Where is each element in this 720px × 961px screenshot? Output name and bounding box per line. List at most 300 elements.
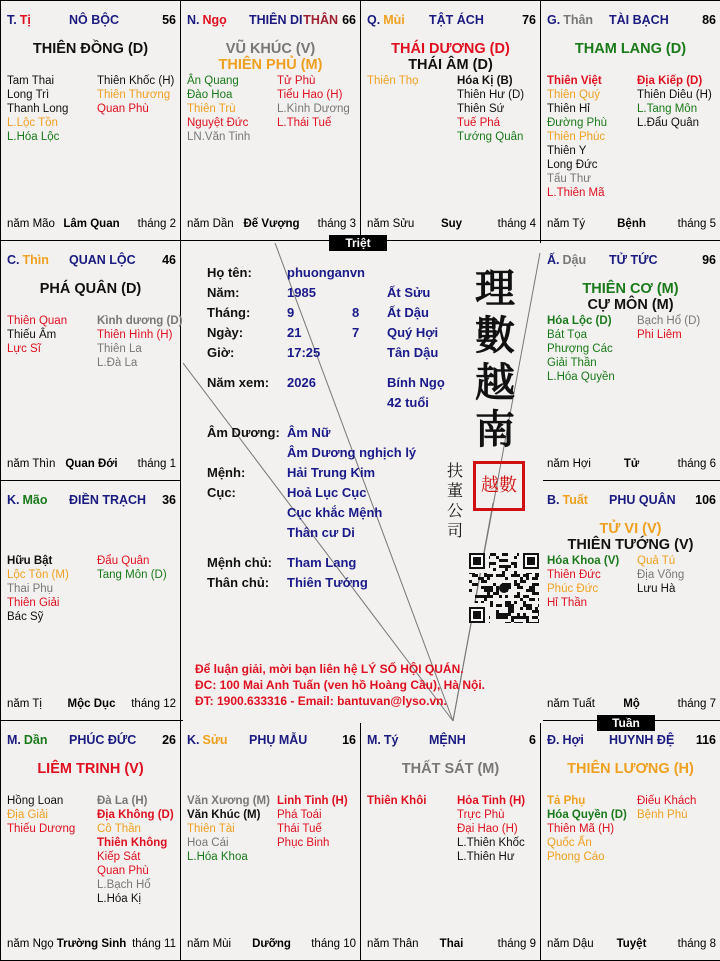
minor-star: Hồng Loan [7,795,64,807]
palace-age: 116 [695,733,716,747]
star-column-right [637,314,717,342]
palace-age: 56 [162,13,176,27]
cuc-label: Cục: [207,485,236,500]
palace-chi: Tý [383,733,399,747]
palace-age: 106 [695,493,716,507]
age-value: 42 tuổi [387,395,429,410]
palace-tài-bạch[interactable] [540,0,720,241]
star-column-right [97,314,183,370]
year-label: Năm: [207,285,240,300]
year-value: 1985 [287,285,316,300]
main-stars [1,761,180,777]
star-column-left [187,74,273,144]
palace-can-chi [547,253,586,267]
minor-stars [367,74,537,224]
star-column-left [547,74,633,200]
star-column-left [547,554,633,610]
palace-quan-lộc[interactable] [0,240,181,481]
palace-can: Ấ. [547,253,560,267]
minor-star: Thiên Việt [547,75,602,87]
lunar-month: 8 [352,305,360,320]
palace-footer [547,458,716,472]
palace-can: C. [7,253,20,267]
minor-star: Thiên Thương [97,89,171,101]
minor-star: Tử Phù [277,75,316,87]
palace-header [547,13,716,29]
minor-star: Địa Kiếp (D) [637,75,703,87]
minor-star: Văn Xương (M) [187,795,270,807]
minor-star: Nguyệt Đức [187,117,249,129]
palace-can: M. [367,733,381,747]
hour-canchi: Tân Dậu [387,345,439,360]
palace-phase: Dưỡng [252,938,291,950]
palace-tật-ách[interactable] [360,0,541,241]
minor-star: Bạch Hổ (D) [637,315,701,327]
contact-line-1: Để luận giải, mời bạn liên hệ LÝ SỐ HỘI QUÁN. [195,662,464,676]
minor-star: Thái Tuế [277,823,322,835]
cuc-value: Hoả Lục Cục [287,485,367,500]
minor-star: L.Hóa Khoa [187,851,248,863]
palace-name: ĐIỀN TRẠCH [69,493,147,507]
minor-stars [367,794,537,944]
star-column-right [97,74,177,116]
palace-phase: Bệnh [617,218,646,230]
minor-star: Tấu Thư [547,173,591,185]
main-star: THIÊN TƯỚNG (V) [567,537,694,553]
minor-stars [7,554,177,704]
minor-star: Kình dương (D) [97,315,183,327]
minor-stars [7,74,177,224]
palace-footer [547,938,716,952]
than-badge: THÂN [303,13,338,27]
minor-star: Thiên Khốc (H) [97,75,175,87]
star-column-right [97,794,177,906]
palace-phase: Tuyệt [616,938,647,950]
minor-star: Thiên Sứ [457,103,505,115]
palace-year: năm Ngọ [7,938,54,950]
minor-star: Kiếp Sát [97,851,141,863]
minor-star: Bệnh Phù [637,809,688,821]
minor-star: Phục Binh [277,837,330,849]
palace-name: HUYNH ĐỆ [609,733,675,747]
palace-name: MỆNH [429,733,466,747]
main-star: THIÊN LƯƠNG (H) [567,761,694,777]
palace-phúc-đức[interactable] [0,720,181,961]
month-label: Tháng: [207,305,251,320]
palace-age: 66 [342,13,356,27]
menh-value: Hải Trung Kim [287,465,376,480]
than-chu-label: Thân chủ: [207,575,270,590]
palace-year: năm Dần [187,218,234,230]
palace-phase: Thai [439,938,464,950]
red-seal: 越數 [473,461,525,511]
star-column-right [97,554,177,582]
star-column-right [277,794,357,850]
palace-header [7,13,176,29]
minor-star: Phi Liêm [637,329,682,341]
star-column-left [547,314,633,384]
month-value: 9 [287,305,295,320]
minor-star: L.Lộc Tồn [7,117,58,129]
star-column-left [367,794,453,808]
palace-year: năm Tuất [547,698,595,710]
palace-age: 86 [702,13,716,27]
palace-phu-quân[interactable] [540,480,720,721]
palace-age: 26 [162,733,176,747]
palace-can: K. [187,733,200,747]
palace-header [367,733,536,749]
palace-footer [7,458,176,472]
minor-star: L.Hóa Lộc [7,131,60,143]
minor-star: Long Trì [7,89,50,101]
minor-star: L.Thái Tuế [277,117,332,129]
palace-chi: Dậu [562,253,587,267]
minor-star: Lưu Hà [637,583,676,595]
palace-điền-trạch[interactable] [0,480,181,721]
palace-age: 76 [522,13,536,27]
palace-month: tháng 10 [311,938,356,950]
minor-star: Địa Giải [7,809,48,821]
minor-star: L.Kình Dương [277,103,350,115]
palace-year: năm Mùi [187,938,232,950]
minor-star: L.Thiên Khốc [457,837,525,849]
palace-can-chi [187,13,227,27]
palace-year: năm Sửu [367,218,415,230]
minor-star: Hỉ Thần [547,597,588,609]
minor-star: Thiên Khôi [367,795,427,807]
contact-phone-email[interactable]: ĐT: 1900.633316 - Email: bantuvan@lyso.vn. [195,694,447,708]
minor-stars [7,794,177,944]
minor-star: Văn Khúc (M) [187,809,261,821]
main-stars [541,521,720,553]
palace-phase: Lâm Quan [63,218,120,230]
palace-phase: Mộ [623,698,640,710]
minor-star: Giải Thần [547,357,597,369]
palace-chi: Mão [22,493,48,507]
palace-can-chi [367,13,405,27]
palace-age: 6 [529,733,536,747]
star-column-left [187,794,273,864]
palace-chi: Tuất [562,493,588,507]
palace-header [547,253,716,269]
minor-star: Bác Sỹ [7,611,44,623]
minor-star: Đại Hao (H) [457,823,518,835]
main-star: THẤT SÁT (M) [401,761,500,777]
main-star: TỬ VI (V) [599,521,662,537]
main-stars [541,281,720,313]
star-column-right [637,554,717,596]
palace-header [547,733,716,749]
minor-star: Thiên La [97,343,142,355]
palace-phase: Tử [623,458,640,470]
day-label: Ngày: [207,325,244,340]
palace-header [7,733,176,749]
minor-star: Điếu Khách [637,795,697,807]
minor-star: Tả Phụ [547,795,586,807]
main-stars [181,41,360,73]
minor-star: Đẩu Quân [97,555,150,567]
palace-mệnh[interactable] [360,720,541,961]
name-label: Họ tên: [207,265,252,280]
palace-month: tháng 1 [137,458,176,470]
palace-can-chi [547,733,584,747]
main-stars [361,761,540,777]
triet-marker: Triệt [329,235,387,251]
palace-can: N. [187,13,200,27]
minor-star: Hóa Kị (B) [457,75,513,87]
am-duong-label: Âm Dương: [207,425,280,440]
minor-star: Cô Thần [97,823,141,835]
minor-star: Bát Tọa [547,329,588,341]
minor-star: Thiên Y [547,145,587,157]
palace-can: G. [547,13,561,27]
palace-month: tháng 6 [677,458,716,470]
palace-can-chi [7,733,48,747]
palace-header [187,13,356,29]
palace-can: B. [547,493,560,507]
minor-stars [547,554,717,704]
minor-star: Phượng Các [547,343,613,355]
palace-phase: Đế Vượng [243,218,300,230]
main-stars [1,281,180,297]
palace-month: tháng 5 [677,218,716,230]
minor-star: Thiên Tài [187,823,235,835]
palace-name: PHU QUÂN [609,493,676,507]
minor-star: Địa Không (D) [97,809,174,821]
palace-year: năm Dậu [547,938,594,950]
main-star: VŨ KHÚC (V) [225,41,316,57]
hour-value: 17:25 [287,345,321,360]
palace-header [7,493,176,509]
minor-star: Tam Thai [7,75,55,87]
tuan-marker: Tuần [597,715,655,731]
cuc-note-2: Thân cư Di [287,525,355,540]
palace-footer [367,938,536,952]
minor-star: Đào Hoa [187,89,233,101]
minor-star: Thiếu Âm [7,329,57,341]
minor-star: Thiên Không [97,837,168,849]
view-year-label: Năm xem: [207,375,270,390]
palace-footer [547,218,716,232]
main-star: THIÊN PHỦ (M) [218,57,323,73]
palace-year: năm Tị [7,698,42,710]
main-star: THIÊN CƠ (M) [582,281,679,297]
month-canchi: Ất Dậu [387,305,429,320]
palace-month: tháng 11 [132,938,176,950]
palace-age: 46 [162,253,176,267]
palace-can-chi [547,493,588,507]
cuc-note-1: Cục khắc Mệnh [287,505,383,520]
palace-can-chi [7,493,48,507]
palace-chi: Hợi [562,733,584,747]
palace-can: Q. [367,13,381,27]
palace-year: năm Hợi [547,458,591,470]
palace-chi: Thân [563,13,594,27]
palace-header [547,493,716,509]
minor-star: Tang Môn (D) [97,569,167,581]
palace-header [367,13,536,29]
minor-star: Hoa Cái [187,837,229,849]
main-stars [361,41,540,73]
minor-star: Trực Phù [457,809,505,821]
day-value: 21 [287,325,302,340]
main-stars [541,761,720,777]
palace-thiên-di[interactable] [180,0,361,241]
minor-star: Quốc Ấn [547,837,592,849]
palace-name: NÔ BỘC [69,13,119,27]
minor-star: Thai Phụ [7,583,54,595]
minor-star: Tướng Quân [457,131,524,143]
palace-phụ-mẫu[interactable] [180,720,361,961]
palace-year: năm Thìn [7,458,56,470]
view-year-value: 2026 [287,375,316,390]
palace-chi: Dần [23,733,48,747]
minor-stars [187,74,357,224]
star-column-right [637,794,717,822]
palace-name: TỬ TỨC [609,253,658,267]
minor-star: Phong Cáo [547,851,605,863]
star-column-left [7,314,93,356]
minor-star: Hóa Khoa (V) [547,555,620,567]
minor-star: L.Hóa Kị [97,893,142,905]
minor-star: Địa Võng [637,569,685,581]
minor-star: Thiên Hỉ [547,103,590,115]
palace-header [187,733,356,749]
palace-chi: Tị [19,13,31,27]
menh-chu-value: Tham Lang [287,555,357,570]
am-duong-note: Âm Dương nghịch lý [287,445,417,460]
contact-info [195,661,485,709]
star-column-left [7,554,93,624]
star-column-left [367,74,453,88]
palace-can: Đ. [547,733,560,747]
main-star: THAM LANG (D) [574,41,687,57]
palace-chi: Ngọ [202,13,227,27]
minor-star: Thiên Quan [7,315,68,327]
palace-footer [7,938,176,952]
minor-star: Quả Tú [637,555,676,567]
name-value: phuonganvn [287,265,365,280]
minor-star: Phá Toái [277,809,322,821]
calligraphy-logo: 理數越南 [475,265,515,453]
palace-month: tháng 12 [131,698,176,710]
palace-can: T. [7,13,17,27]
minor-star: Linh Tinh (H) [277,795,348,807]
main-stars [541,41,720,57]
minor-star: Long Đức [547,159,598,171]
palace-header [7,253,176,269]
palace-name: PHÚC ĐỨC [69,733,137,747]
palace-year: năm Mão [7,218,55,230]
palace-tử-tức[interactable] [540,240,720,481]
palace-year: năm Thân [367,938,419,950]
minor-star: Thiên Quý [547,89,601,101]
main-star: THIÊN ĐỒNG (D) [32,41,149,57]
palace-footer [7,698,176,712]
than-chu-value: Thiên Tướng [287,575,368,590]
minor-star: L.Đà La [97,357,138,369]
minor-star: Thiên Diêu (H) [637,89,712,101]
minor-stars [187,794,357,944]
minor-star: Hóa Quyền (D) [547,809,627,821]
minor-star: Đà La (H) [97,795,148,807]
palace-phase: Mộc Dục [67,698,116,710]
minor-star: Hữu Bật [7,555,53,567]
star-column-left [547,794,633,864]
palace-name: TÀI BẠCH [609,13,669,27]
minor-star: Thiên Phúc [547,131,606,143]
minor-star: L.Bạch Hổ [97,879,151,891]
palace-phase: Trường Sinh [56,938,127,950]
minor-stars [547,794,717,944]
minor-star: Phúc Đức [547,583,599,595]
palace-name: PHỤ MẪU [249,733,308,747]
minor-star: Thiên Giải [7,597,60,609]
day-canchi: Quý Hợi [387,325,439,340]
main-stars [1,41,180,57]
palace-footer [7,218,176,232]
year-canchi: Ất Sửu [387,285,431,300]
am-duong-value: Âm Nữ [287,425,331,440]
minor-star: Hóa Lộc (D) [547,315,612,327]
palace-name: TẬT ÁCH [429,13,484,27]
palace-name: THIÊN DI [249,13,303,27]
palace-year: năm Tý [547,218,586,230]
contact-address: ĐC: 100 Mai Anh Tuấn (ven hồ Hoàng Cầu), Hà Nội. [195,678,486,692]
palace-chi: Sửu [202,733,228,747]
palace-footer [547,698,716,712]
minor-star: Tiểu Hao (H) [277,89,343,101]
palace-can-chi [7,253,49,267]
minor-stars [547,74,717,224]
minor-star: Đường Phù [547,117,607,129]
main-star: LIÊM TRINH (V) [37,761,144,777]
palace-can-chi [367,733,398,747]
star-column-right [277,74,357,130]
palace-name: QUAN LỘC [69,253,136,267]
palace-month: tháng 8 [677,938,716,950]
minor-star: L.Đẩu Quân [637,117,700,129]
star-column-right [457,74,537,144]
palace-footer [187,938,356,952]
palace-footer [367,218,536,232]
view-year-canchi: Bính Ngọ [387,375,445,390]
palace-can: M. [7,733,21,747]
palace-can: K. [7,493,20,507]
palace-huynh-đệ[interactable] [540,720,720,961]
palace-chi: Thìn [22,253,49,267]
minor-star: Lộc Tồn (M) [7,569,69,581]
palace-month: tháng 2 [137,218,176,230]
main-star: THÁI ÂM (D) [408,57,493,73]
palace-can-chi [547,13,593,27]
minor-stars [547,314,717,464]
minor-star: Tuế Phá [457,117,501,129]
minor-star: Thiên Thọ [367,75,419,87]
minor-star: Hỏa Tinh (H) [457,795,526,807]
star-column-left [7,74,93,144]
minor-star: Quan Phù [97,103,149,115]
palace-chi: Mùi [383,13,405,27]
minor-star: Quan Phù [97,865,149,877]
palace-age: 96 [702,253,716,267]
menh-chu-label: Mệnh chủ: [207,555,272,570]
minor-star: Thiên Trù [187,103,236,115]
palace-can-chi [187,733,228,747]
minor-star: Thiên Hình (H) [97,329,173,341]
center-info-panel [183,243,543,723]
palace-nô-bộc[interactable] [0,0,181,241]
